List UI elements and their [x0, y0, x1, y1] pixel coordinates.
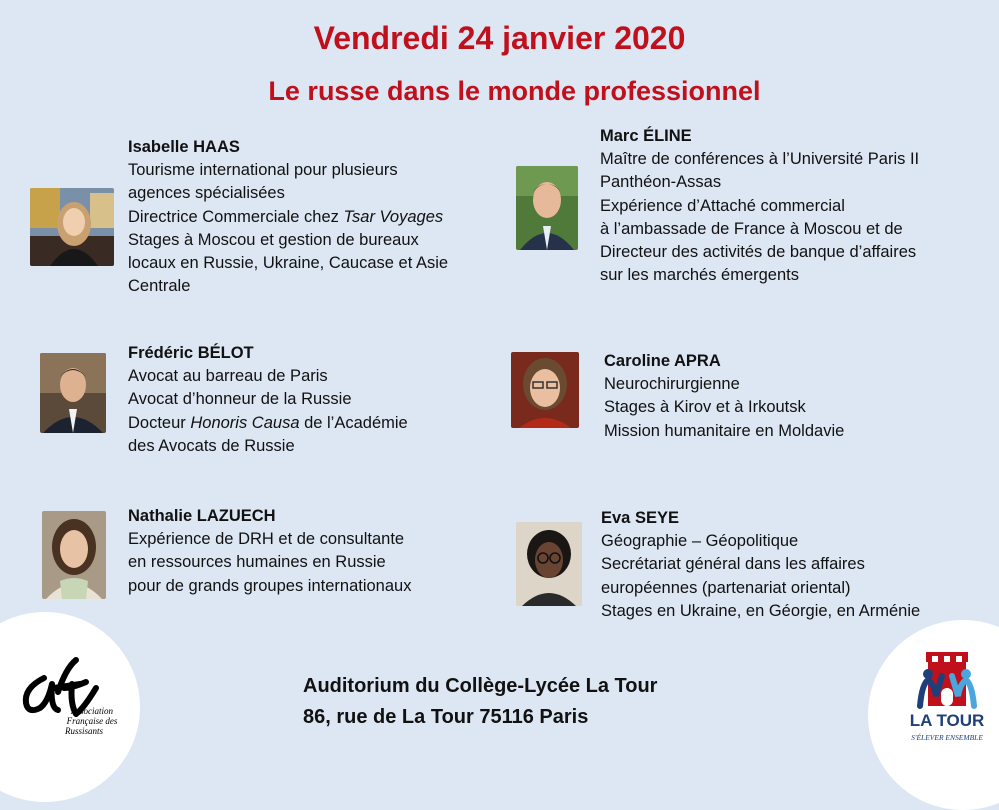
bio-line: Stages à Kirov et à Irkoutsk: [604, 398, 806, 417]
bio-line: Stages à Moscou et gestion de bureaux: [128, 230, 419, 249]
bio-line: européennes (partenariat oriental): [601, 578, 851, 597]
speaker-photo-frederic-belot: [40, 353, 106, 433]
svg-text:LA TOUR: LA TOUR: [909, 711, 985, 730]
speaker-photo-caroline-apra: [511, 352, 579, 428]
honorary-title: Honoris Causa: [190, 413, 300, 432]
bio-line: Expérience de DRH et de consultante: [128, 530, 405, 549]
speaker-name: Isabelle HAAS: [128, 138, 240, 156]
speaker-name: Marc ÉLINE: [600, 127, 692, 145]
svg-text:S'ÉLEVER ENSEMBLE: S'ÉLEVER ENSEMBLE: [911, 733, 983, 742]
svg-text:Française des: Française des: [66, 716, 118, 726]
speaker-bio-nathalie-lazuech: [128, 505, 411, 598]
speaker-photo-isabelle-haas: [30, 188, 114, 266]
svg-text:Association: Association: [71, 706, 113, 716]
event-date-title: Vendredi 24 janvier 2020: [313, 20, 686, 56]
bio-line: en ressources humaines en Russie: [128, 553, 386, 572]
aft-logo: [14, 648, 124, 744]
bio-line: agences spécialisées: [128, 184, 285, 203]
speaker-name: Caroline APRA: [604, 352, 721, 370]
speaker-bio-isabelle-haas: [128, 136, 448, 298]
bio-line: Directeur des activités de banque d’affaires: [600, 243, 917, 262]
bio-line: des Avocats de Russie: [128, 436, 295, 455]
bio-line: Tourisme international pour plusieurs: [128, 161, 398, 180]
la-tour-logo: [898, 648, 998, 748]
bio-line: Maître de conférences à l’Université Paris II: [600, 150, 920, 169]
speaker-name: Nathalie LAZUECH: [128, 507, 276, 525]
event-subtitle: Le russe dans le monde professionnel: [268, 76, 761, 106]
bio-line: Centrale: [128, 277, 191, 296]
bio-line: Directrice Commerciale chez Tsar Voyages: [128, 207, 444, 226]
bio-line: pour de grands groupes internationaux: [128, 576, 412, 595]
bio-line: locaux en Russie, Ukraine, Caucase et Asie: [128, 254, 449, 273]
venue-address: [303, 671, 657, 733]
bio-line: Docteur Honoris Causa de l’Académie: [128, 413, 408, 432]
venue-name: Auditorium du Collège-Lycée La Tour: [303, 675, 658, 697]
venue-street: 86, rue de La Tour 75116 Paris: [303, 706, 589, 728]
bio-line: Avocat au barreau de Paris: [128, 367, 328, 386]
speaker-photo-eva-seye: [516, 522, 582, 606]
bio-line: Stages en Ukraine, en Géorgie, en Arménie: [601, 601, 921, 620]
speaker-bio-caroline-apra: [604, 350, 844, 443]
speaker-bio-frederic-belot: [128, 342, 408, 458]
speaker-bio-marc-eline: [600, 125, 919, 287]
svg-text:Russisants: Russisants: [64, 726, 104, 736]
speaker-photo-nathalie-lazuech: [42, 511, 106, 599]
bio-line: Mission humanitaire en Moldavie: [604, 421, 845, 440]
bio-line: sur les marchés émergents: [600, 266, 799, 285]
bio-line: Panthéon-Assas: [600, 173, 722, 192]
speaker-name: Eva SEYE: [601, 509, 679, 527]
bio-line: Expérience d’Attaché commercial: [600, 196, 845, 215]
speaker-bio-eva-seye: [601, 507, 920, 623]
bio-line: Avocat d’honneur de la Russie: [128, 390, 352, 409]
bio-line: Neurochirurgienne: [604, 375, 740, 394]
speaker-photo-marc-eline: [516, 166, 578, 250]
bio-line: à l’ambassade de France à Moscou et de: [600, 219, 903, 238]
bio-line: Secrétariat général dans les affaires: [601, 555, 865, 574]
bio-line: Géographie – Géopolitique: [601, 532, 799, 551]
company-name: Tsar Voyages: [343, 207, 444, 226]
speaker-name: Frédéric BÉLOT: [128, 344, 254, 362]
